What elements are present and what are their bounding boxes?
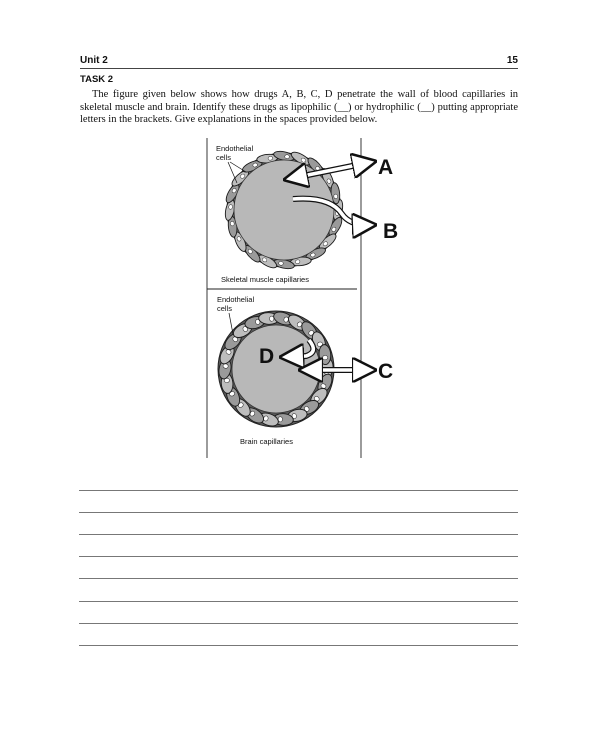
skeletal-capillary bbox=[224, 150, 345, 271]
answer-line[interactable] bbox=[79, 490, 518, 491]
bottom-endothelial-label-2: cells bbox=[217, 304, 233, 313]
answer-line[interactable] bbox=[79, 512, 518, 513]
letter-b: B bbox=[383, 220, 399, 243]
top-endothelial-label-1: Endothelial bbox=[216, 144, 254, 153]
task-instructions-text: The figure given below shows how drugs A, B, C, D penetrate the wall of blood capillaries in skeletal muscle and brain. Identify these drugs as lipophilic (__) or hydrophilic (__) putting appropriate letters in the brackets. Give explanations in the spaces provided below. bbox=[80, 89, 518, 126]
answer-line[interactable] bbox=[79, 601, 518, 602]
answer-line[interactable] bbox=[79, 556, 518, 557]
answer-line[interactable] bbox=[79, 623, 518, 624]
skeletal-caption: Skeletal muscle capillaries bbox=[221, 275, 309, 284]
answer-line[interactable] bbox=[79, 578, 518, 579]
answer-line[interactable] bbox=[79, 534, 518, 535]
letter-d: D bbox=[259, 345, 275, 368]
answer-line[interactable] bbox=[79, 645, 518, 646]
letter-c: C bbox=[378, 360, 394, 383]
top-endothelial-label-2: cells bbox=[216, 153, 232, 162]
brain-caption: Brain capillaries bbox=[240, 437, 293, 446]
task-title: TASK 2 bbox=[80, 74, 114, 85]
bottom-endothelial-pointer bbox=[229, 313, 233, 334]
letter-a: A bbox=[378, 156, 394, 179]
bottom-endothelial-label-1: Endothelial bbox=[217, 295, 255, 304]
page-number: 15 bbox=[506, 55, 518, 66]
unit-label: Unit 2 bbox=[80, 55, 108, 66]
